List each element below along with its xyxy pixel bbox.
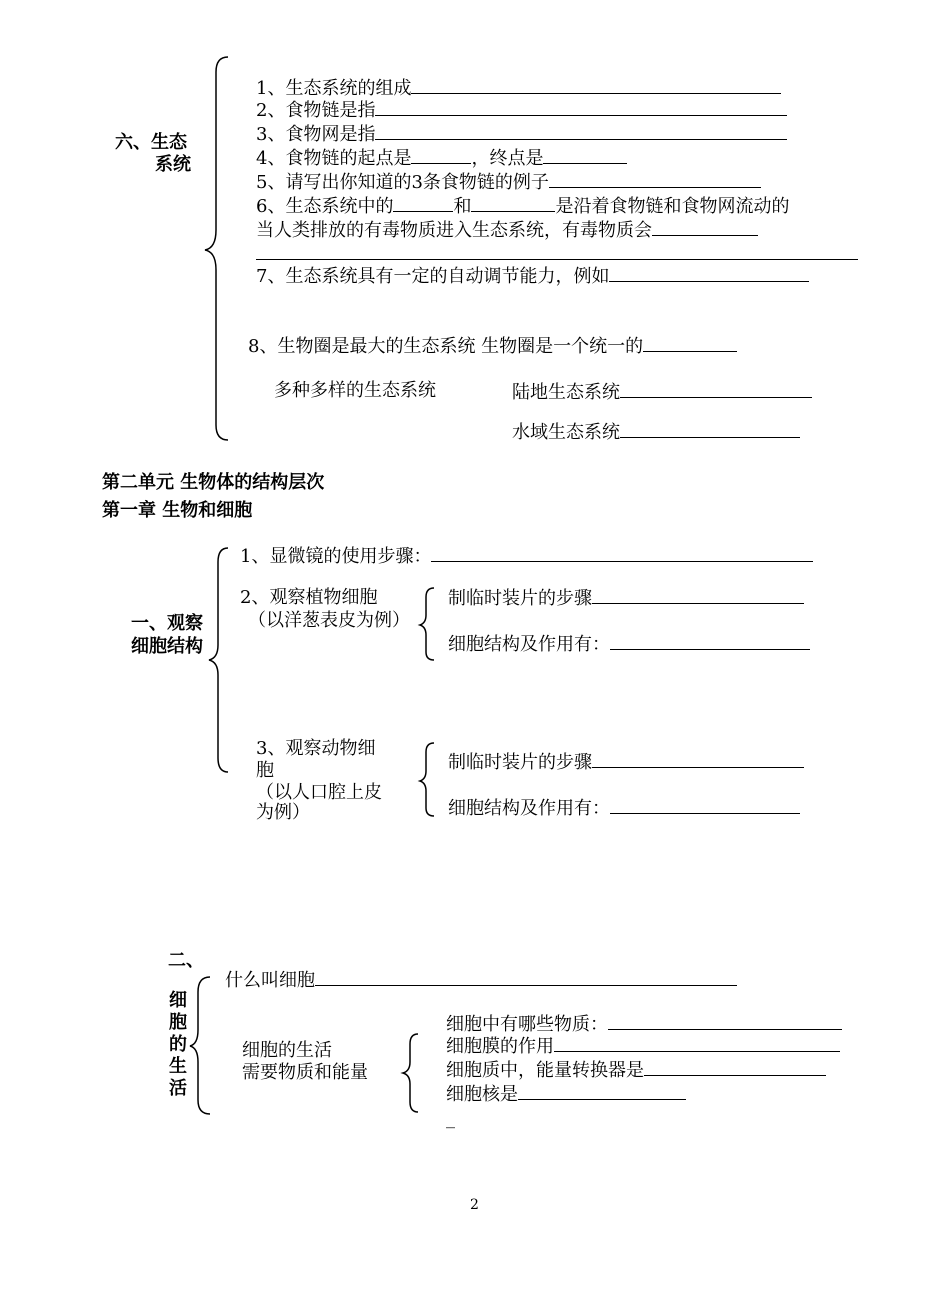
blank-line[interactable] (609, 266, 809, 282)
blank-line[interactable] (518, 1084, 686, 1100)
item-6-line2-label: 当人类排放的有毒物质进入生态系统，有毒物质会 (256, 220, 652, 241)
nucleus (446, 1084, 686, 1106)
animal-structure-label: 细胞结构及作用有： (448, 798, 610, 819)
brace-animal (420, 743, 434, 816)
blank-line[interactable] (543, 148, 627, 164)
item-2-label: 2、食物链是指 (256, 100, 376, 121)
item-3 (256, 124, 787, 146)
blank-line[interactable] (610, 634, 810, 650)
life-heading-char: 活 (169, 1078, 187, 1099)
brace-needs (403, 1034, 418, 1112)
animal-slide-label: 制临时装片的步骤 (448, 752, 592, 773)
diverse-ecosystems: 多种多样的生态系统 (274, 380, 436, 401)
animal-cell-line2: 胞 (256, 760, 274, 781)
blank-line[interactable] (592, 588, 804, 604)
land-ecosystem (512, 382, 812, 404)
item-3-label: 3、食物网是指 (256, 124, 376, 145)
plant-structure (448, 634, 810, 656)
item-5 (256, 172, 761, 194)
animal-cell-line1: 3、观察动物细 (256, 738, 376, 759)
brace-plant (420, 588, 434, 660)
item-6 (256, 196, 789, 218)
item-4 (256, 148, 627, 170)
cytoplasm-converter (446, 1060, 826, 1082)
brace-life (190, 977, 210, 1114)
item-5-label: 5、请写出你知道的3条食物链的例子 (256, 172, 549, 193)
unit-title: 第二单元 生物体的结构层次 (102, 472, 325, 493)
item-2 (256, 100, 787, 122)
animal-cell-line4: 为例） (256, 802, 310, 823)
blank-line[interactable] (644, 1060, 826, 1076)
blank-line[interactable] (315, 970, 737, 986)
item-6-label-b: 和 (453, 196, 472, 217)
microscope-step-label: 1、显微镜的使用步骤： (240, 546, 432, 567)
life-heading-char: 胞 (169, 1012, 187, 1033)
blank-line[interactable] (643, 336, 737, 352)
item-1-label: 1、生态系统的组成 (256, 78, 412, 99)
observe-heading-line1: 一、观察 (131, 613, 203, 634)
blank-line[interactable] (256, 244, 858, 260)
item-7 (256, 266, 809, 288)
item-6-line3 (256, 244, 858, 266)
blank-line[interactable] (610, 798, 800, 814)
blank-line[interactable] (411, 78, 781, 94)
plant-slide-label: 制临时装片的步骤 (448, 588, 592, 609)
blank-line[interactable] (411, 148, 471, 164)
animal-cell-line3: （以人口腔上皮 (256, 782, 382, 803)
section6-heading-line1: 六、生态 (115, 132, 187, 153)
life-heading-char: 生 (169, 1056, 187, 1077)
blank-line[interactable] (393, 196, 453, 212)
item-7-label: 7、生态系统具有一定的自动调节能力，例如 (256, 266, 610, 287)
water-ecosystem (512, 422, 800, 444)
blank-line[interactable] (549, 172, 761, 188)
item-6-label-c: 是沿着食物链和食物网流动的 (555, 196, 790, 217)
membrane-label: 细胞膜的作用 (446, 1036, 554, 1057)
life-heading-top: 二、 (168, 950, 204, 971)
item-8-label: 8、生物圈是最大的生态系统 生物圈是一个统一的 (248, 336, 644, 357)
needs-line1: 细胞的生活 (242, 1040, 332, 1061)
stray-mark: _ (446, 1108, 455, 1129)
plant-structure-label: 细胞结构及作用有： (448, 634, 610, 655)
life-heading-char: 细 (169, 990, 187, 1011)
substances-label: 细胞中有哪些物质： (446, 1014, 608, 1035)
membrane-role (446, 1036, 840, 1058)
blank-line[interactable] (652, 220, 758, 236)
microscope-step (240, 546, 813, 568)
land-ecosystem-label: 陆地生态系统 (512, 382, 620, 403)
blank-line[interactable] (431, 546, 813, 562)
blank-line[interactable] (471, 196, 555, 212)
section6-heading-line2: 系统 (155, 154, 191, 175)
substances (446, 1014, 842, 1036)
animal-structure (448, 798, 800, 820)
chapter-title: 第一章 生物和细胞 (102, 500, 253, 521)
plant-slide-steps (448, 588, 804, 610)
nucleus-label: 细胞核是 (446, 1084, 518, 1105)
page-number: 2 (470, 1197, 479, 1213)
item-6-line2 (256, 220, 758, 242)
item-1 (256, 78, 781, 100)
brace-observe (209, 548, 228, 772)
what-is-cell (225, 970, 737, 992)
plant-cell-line2: （以洋葱表皮为例） (248, 610, 410, 631)
item-8 (248, 336, 737, 358)
cytoplasm-label: 细胞质中，能量转换器是 (446, 1060, 644, 1081)
what-is-cell-label: 什么叫细胞 (225, 970, 315, 991)
blank-line[interactable] (620, 422, 800, 438)
life-heading-char: 的 (169, 1034, 187, 1055)
water-ecosystem-label: 水域生态系统 (512, 422, 620, 443)
plant-cell-line1: 2、观察植物细胞 (240, 587, 378, 608)
blank-line[interactable] (375, 100, 787, 116)
life-heading-vertical (168, 990, 188, 1100)
blank-line[interactable] (620, 382, 812, 398)
blank-line[interactable] (608, 1014, 842, 1030)
brace-section6 (205, 57, 228, 440)
blank-line[interactable] (554, 1036, 840, 1052)
observe-heading-line2: 细胞结构 (131, 636, 203, 657)
item-6-label-a: 6、生态系统中的 (256, 196, 394, 217)
blank-line[interactable] (592, 752, 804, 768)
animal-slide-steps (448, 752, 804, 774)
item-4-label-b: ，终点是 (471, 148, 544, 169)
needs-line2: 需要物质和能量 (242, 1062, 368, 1083)
item-4-label-a: 4、食物链的起点是 (256, 148, 412, 169)
blank-line[interactable] (375, 124, 787, 140)
